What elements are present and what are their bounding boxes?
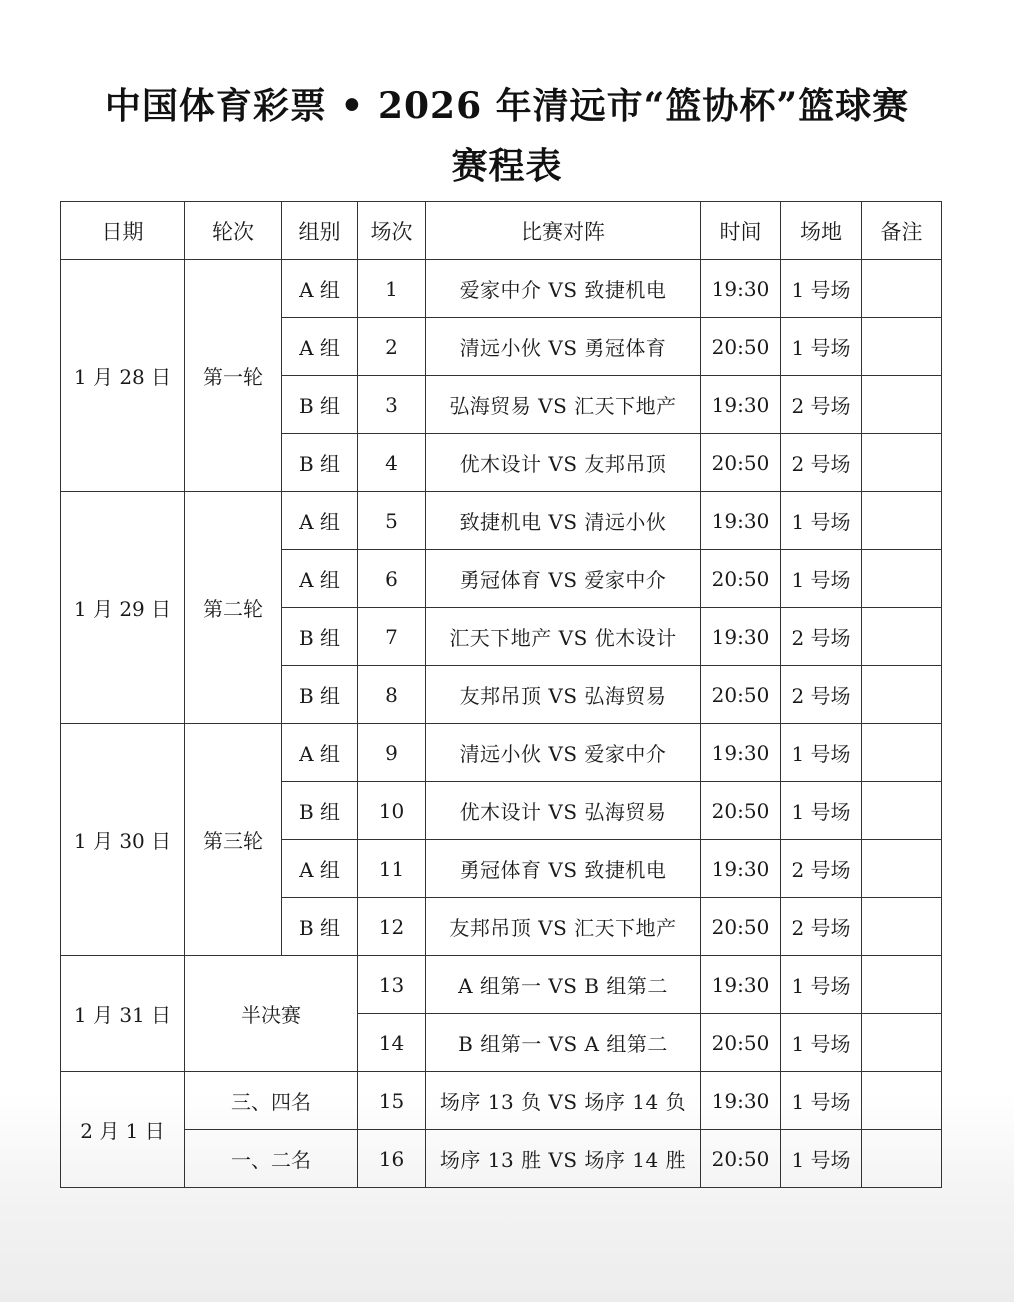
game-number-cell: 1 — [358, 260, 426, 318]
table-row — [61, 1072, 942, 1130]
table-row — [61, 1130, 942, 1188]
header-date: 日期 — [61, 202, 185, 260]
group-cell: A 组 — [282, 840, 358, 898]
venue-cell: 2 号场 — [781, 666, 862, 724]
venue-cell: 1 号场 — [781, 260, 862, 318]
match-cell: B 组第一 VS A 组第二 — [426, 1014, 701, 1072]
round-cell: 第二轮 — [185, 492, 282, 724]
venue-cell: 1 号场 — [781, 956, 862, 1014]
match-cell: 优木设计 VS 弘海贸易 — [426, 782, 701, 840]
round-cell: 第一轮 — [185, 260, 282, 492]
match-cell: 清远小伙 VS 勇冠体育 — [426, 318, 701, 376]
match-cell: 勇冠体育 VS 爱家中介 — [426, 550, 701, 608]
time-cell: 19:30 — [701, 724, 781, 782]
group-cell: A 组 — [282, 318, 358, 376]
note-cell — [862, 956, 942, 1014]
page-title: 中国体育彩票 • 2026 年清远市“篮协杯”篮球赛 — [104, 85, 910, 127]
match-cell: 致捷机电 VS 清远小伙 — [426, 492, 701, 550]
game-number-cell: 11 — [358, 840, 426, 898]
venue-cell: 1 号场 — [781, 724, 862, 782]
time-cell: 20:50 — [701, 550, 781, 608]
venue-cell: 2 号场 — [781, 840, 862, 898]
note-cell — [862, 1014, 942, 1072]
header-time: 时间 — [701, 202, 781, 260]
note-cell — [862, 898, 942, 956]
table-row — [61, 260, 942, 318]
venue-cell: 1 号场 — [781, 782, 862, 840]
game-number-cell: 15 — [358, 1072, 426, 1130]
time-cell: 19:30 — [701, 376, 781, 434]
header-round: 轮次 — [185, 202, 282, 260]
time-cell: 19:30 — [701, 956, 781, 1014]
group-cell: A 组 — [282, 724, 358, 782]
time-cell: 20:50 — [701, 898, 781, 956]
group-cell: B 组 — [282, 434, 358, 492]
group-cell: B 组 — [282, 666, 358, 724]
venue-cell: 1 号场 — [781, 1130, 862, 1188]
note-cell — [862, 840, 942, 898]
match-cell: 爱家中介 VS 致捷机电 — [426, 260, 701, 318]
note-cell — [862, 376, 942, 434]
group-cell: B 组 — [282, 782, 358, 840]
venue-cell: 2 号场 — [781, 898, 862, 956]
match-cell: 汇天下地产 VS 优木设计 — [426, 608, 701, 666]
venue-cell: 1 号场 — [781, 550, 862, 608]
time-cell: 19:30 — [701, 492, 781, 550]
note-cell — [862, 434, 942, 492]
game-number-cell: 2 — [358, 318, 426, 376]
note-cell — [862, 608, 942, 666]
game-number-cell: 9 — [358, 724, 426, 782]
header-row — [61, 202, 942, 260]
time-cell: 20:50 — [701, 1014, 781, 1072]
time-cell: 20:50 — [701, 318, 781, 376]
time-cell: 19:30 — [701, 608, 781, 666]
date-cell: 2 月 1 日 — [61, 1072, 185, 1188]
date-cell: 1 月 29 日 — [61, 492, 185, 724]
date-cell: 1 月 28 日 — [61, 260, 185, 492]
game-number-cell: 4 — [358, 434, 426, 492]
time-cell: 20:50 — [701, 666, 781, 724]
venue-cell: 1 号场 — [781, 492, 862, 550]
header-match: 比赛对阵 — [426, 202, 701, 260]
header-note: 备注 — [862, 202, 942, 260]
time-cell: 19:30 — [701, 840, 781, 898]
time-cell: 20:50 — [701, 782, 781, 840]
header-game: 场次 — [358, 202, 426, 260]
table-row — [61, 492, 942, 550]
schedule-table — [60, 201, 942, 1188]
group-cell: A 组 — [282, 492, 358, 550]
header-venue: 场地 — [781, 202, 862, 260]
round-cell: 第三轮 — [185, 724, 282, 956]
note-cell — [862, 1072, 942, 1130]
date-cell: 1 月 31 日 — [61, 956, 185, 1072]
time-cell: 19:30 — [701, 1072, 781, 1130]
note-cell — [862, 782, 942, 840]
group-cell: A 组 — [282, 260, 358, 318]
game-number-cell: 10 — [358, 782, 426, 840]
header-group: 组别 — [282, 202, 358, 260]
round-cell: 一、二名 — [185, 1130, 358, 1188]
match-cell: 友邦吊顶 VS 弘海贸易 — [426, 666, 701, 724]
game-number-cell: 6 — [358, 550, 426, 608]
note-cell — [862, 666, 942, 724]
game-number-cell: 5 — [358, 492, 426, 550]
match-cell: 勇冠体育 VS 致捷机电 — [426, 840, 701, 898]
game-number-cell: 3 — [358, 376, 426, 434]
game-number-cell: 13 — [358, 956, 426, 1014]
group-cell: B 组 — [282, 376, 358, 434]
page-subtitle: 赛程表 — [451, 145, 563, 187]
note-cell — [862, 492, 942, 550]
note-cell — [862, 550, 942, 608]
match-cell: 弘海贸易 VS 汇天下地产 — [426, 376, 701, 434]
game-number-cell: 12 — [358, 898, 426, 956]
game-number-cell: 7 — [358, 608, 426, 666]
match-cell: 场序 13 胜 VS 场序 14 胜 — [426, 1130, 701, 1188]
game-number-cell: 16 — [358, 1130, 426, 1188]
note-cell — [862, 1130, 942, 1188]
group-cell: B 组 — [282, 608, 358, 666]
venue-cell: 1 号场 — [781, 1014, 862, 1072]
venue-cell: 1 号场 — [781, 1072, 862, 1130]
time-cell: 20:50 — [701, 1130, 781, 1188]
venue-cell: 2 号场 — [781, 376, 862, 434]
note-cell — [862, 260, 942, 318]
match-cell: 优木设计 VS 友邦吊顶 — [426, 434, 701, 492]
venue-cell: 2 号场 — [781, 434, 862, 492]
game-number-cell: 8 — [358, 666, 426, 724]
venue-cell: 2 号场 — [781, 608, 862, 666]
match-cell: 清远小伙 VS 爱家中介 — [426, 724, 701, 782]
match-cell: 场序 13 负 VS 场序 14 负 — [426, 1072, 701, 1130]
table-row — [61, 724, 942, 782]
time-cell: 20:50 — [701, 434, 781, 492]
table-row — [61, 956, 942, 1014]
game-number-cell: 14 — [358, 1014, 426, 1072]
match-cell: 友邦吊顶 VS 汇天下地产 — [426, 898, 701, 956]
note-cell — [862, 724, 942, 782]
venue-cell: 1 号场 — [781, 318, 862, 376]
time-cell: 19:30 — [701, 260, 781, 318]
round-cell: 三、四名 — [185, 1072, 358, 1130]
note-cell — [862, 318, 942, 376]
match-cell: A 组第一 VS B 组第二 — [426, 956, 701, 1014]
round-cell: 半决赛 — [185, 956, 358, 1072]
date-cell: 1 月 30 日 — [61, 724, 185, 956]
group-cell: A 组 — [282, 550, 358, 608]
group-cell: B 组 — [282, 898, 358, 956]
